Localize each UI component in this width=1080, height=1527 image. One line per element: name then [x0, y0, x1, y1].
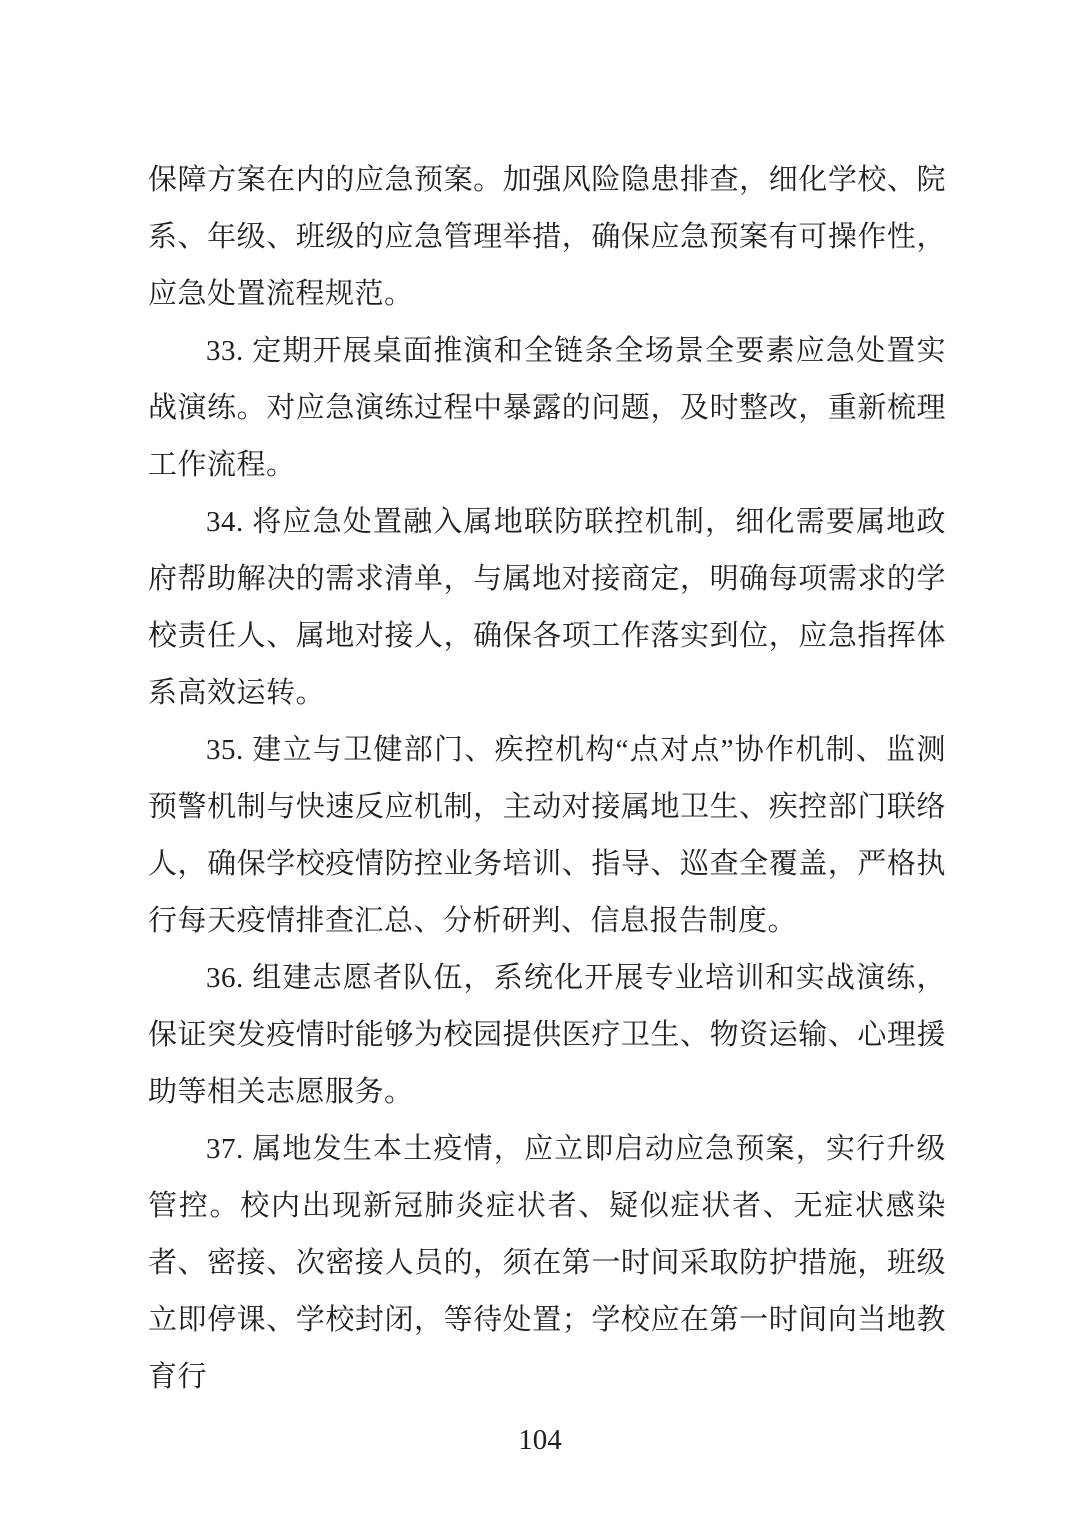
paragraph-continuation: 保障方案在内的应急预案。加强风险隐患排查，细化学校、院系、年级、班级的应急管理举措，确保应急预案有可操作性，应急处置流程规范。 — [148, 164, 946, 310]
paragraph-36: 36. 组建志愿者队伍，系统化开展专业培训和实战演练，保证突发疫情时能够为校园提供医疗卫生、物资运输、心理援助等相关志愿服务。 — [148, 962, 946, 1108]
paragraph-34: 34. 将应急处置融入属地联防联控机制，细化需要属地政府帮助解决的需求清单，与属地对接商定，明确每项需求的学校责任人、属地对接人，确保各项工作落实到位，应急指挥体系高效运转。 — [148, 506, 946, 709]
paragraph-33: 33. 定期开展桌面推演和全链条全场景全要素应急处置实战演练。对应急演练过程中暴露的问题，及时整改，重新梳理工作流程。 — [148, 335, 946, 481]
paragraph-37: 37. 属地发生本土疫情，应立即启动应急预案，实行升级管控。校内出现新冠肺炎症状者、疑似症状者、无症状感染者、密接、次密接人员的，须在第一时间采取防护措施，班级立即停课、学校封闭，等待处置；学校应在第一时间向当地教育行 — [148, 1133, 946, 1393]
page-number: 104 — [518, 1424, 562, 1456]
body-text — [148, 152, 946, 1406]
paragraph-35: 35. 建立与卫健部门、疾控机构“点对点”协作机制、监测预警机制与快速反应机制，主动对接属地卫生、疾控部门联络人，确保学校疫情防控业务培训、指导、巡查全覆盖，严格执行每天疫情排查汇总、分析研判、信息报告制度。 — [148, 734, 946, 937]
